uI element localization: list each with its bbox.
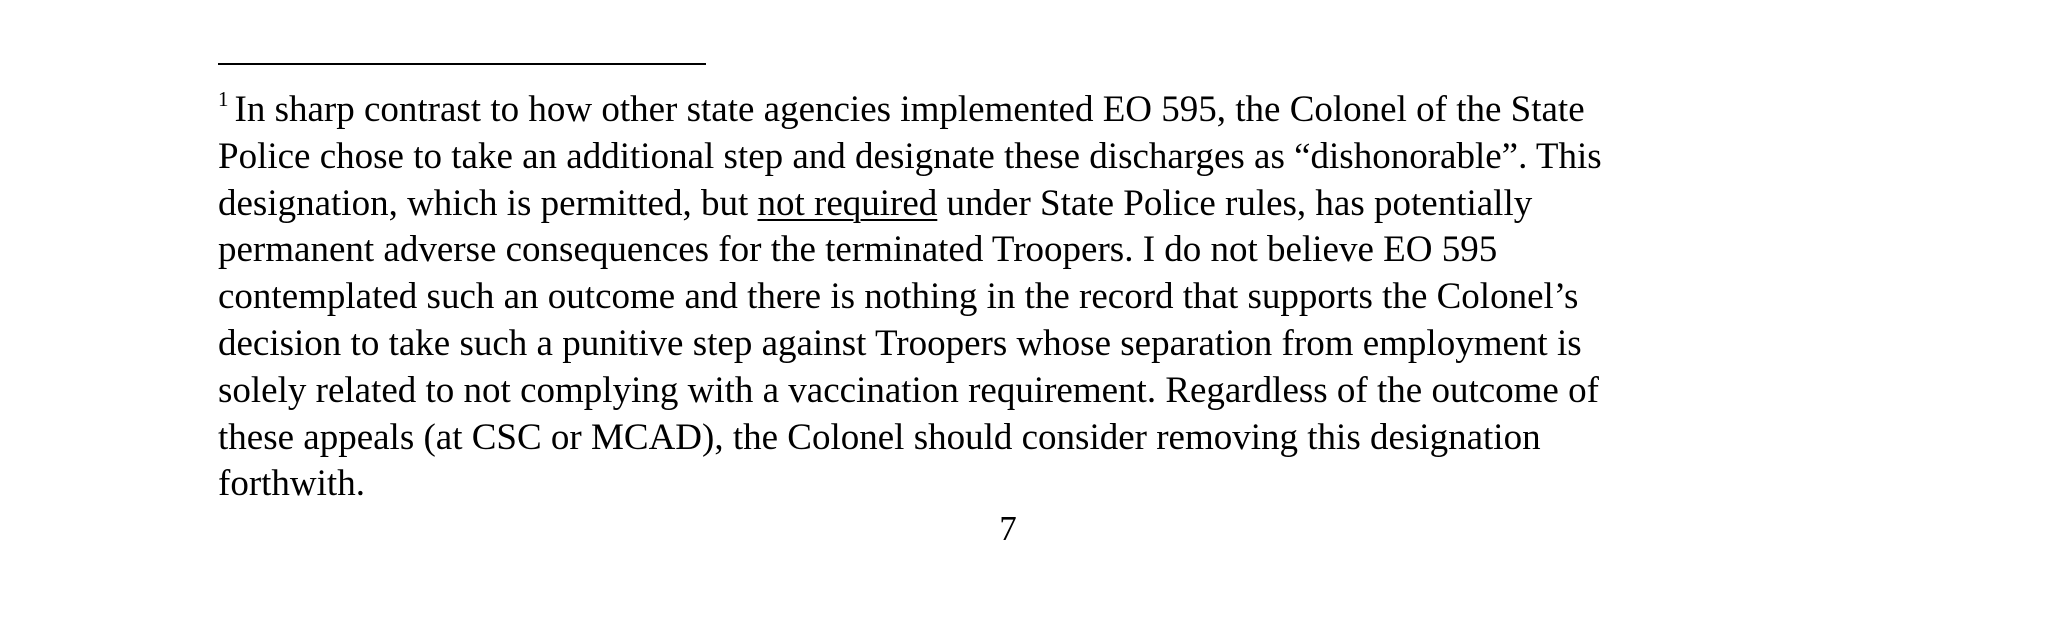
footnote-line-text: decision to take such a punitive step against Troopers whose separation from employment is [218,322,1582,364]
footnote-line [218,87,2018,134]
footnote-line-text: solely related to not complying with a vaccination requirement. Regardless of the outcome of [218,369,1599,411]
footnote-marker: 1 [218,87,229,111]
footnote-line-text: In sharp contrast to how other state agencies implemented EO 595, the Colonel of the State [234,89,1585,130]
footnote-line [218,134,2018,181]
underlined-emphasis: not required [757,182,938,224]
footnote-line-text: contemplated such an outcome and there is nothing in the record that supports the Colonel’s [218,276,1579,318]
footnote-line [218,181,2018,228]
footnote-line-text: these appeals (at CSC or MCAD), the Colonel should consider removing this designation [218,416,1541,458]
footnote-line [218,368,2018,415]
footnote-line-text-before: designation, which is permitted, but [218,182,758,224]
footnote-line-text: forthwith. [218,463,365,505]
footnote-line-text-after: under State Police rules, has potentially [937,182,1533,224]
footnote [218,87,2018,508]
footnote-line [218,274,2018,321]
footnote-line [218,461,2018,508]
footnote-line [218,227,2018,274]
footnote-line-text: permanent adverse consequences for the terminated Troopers. I do not believe EO 595 [218,229,1498,271]
footnote-line [218,415,2018,462]
footnote-separator-rule [218,63,706,65]
footnote-line [218,321,2018,368]
page-number: 7 [999,509,1017,548]
footnote-line-text: Police chose to take an additional step and designate these discharges as “dishonorable”. This [218,135,1602,177]
